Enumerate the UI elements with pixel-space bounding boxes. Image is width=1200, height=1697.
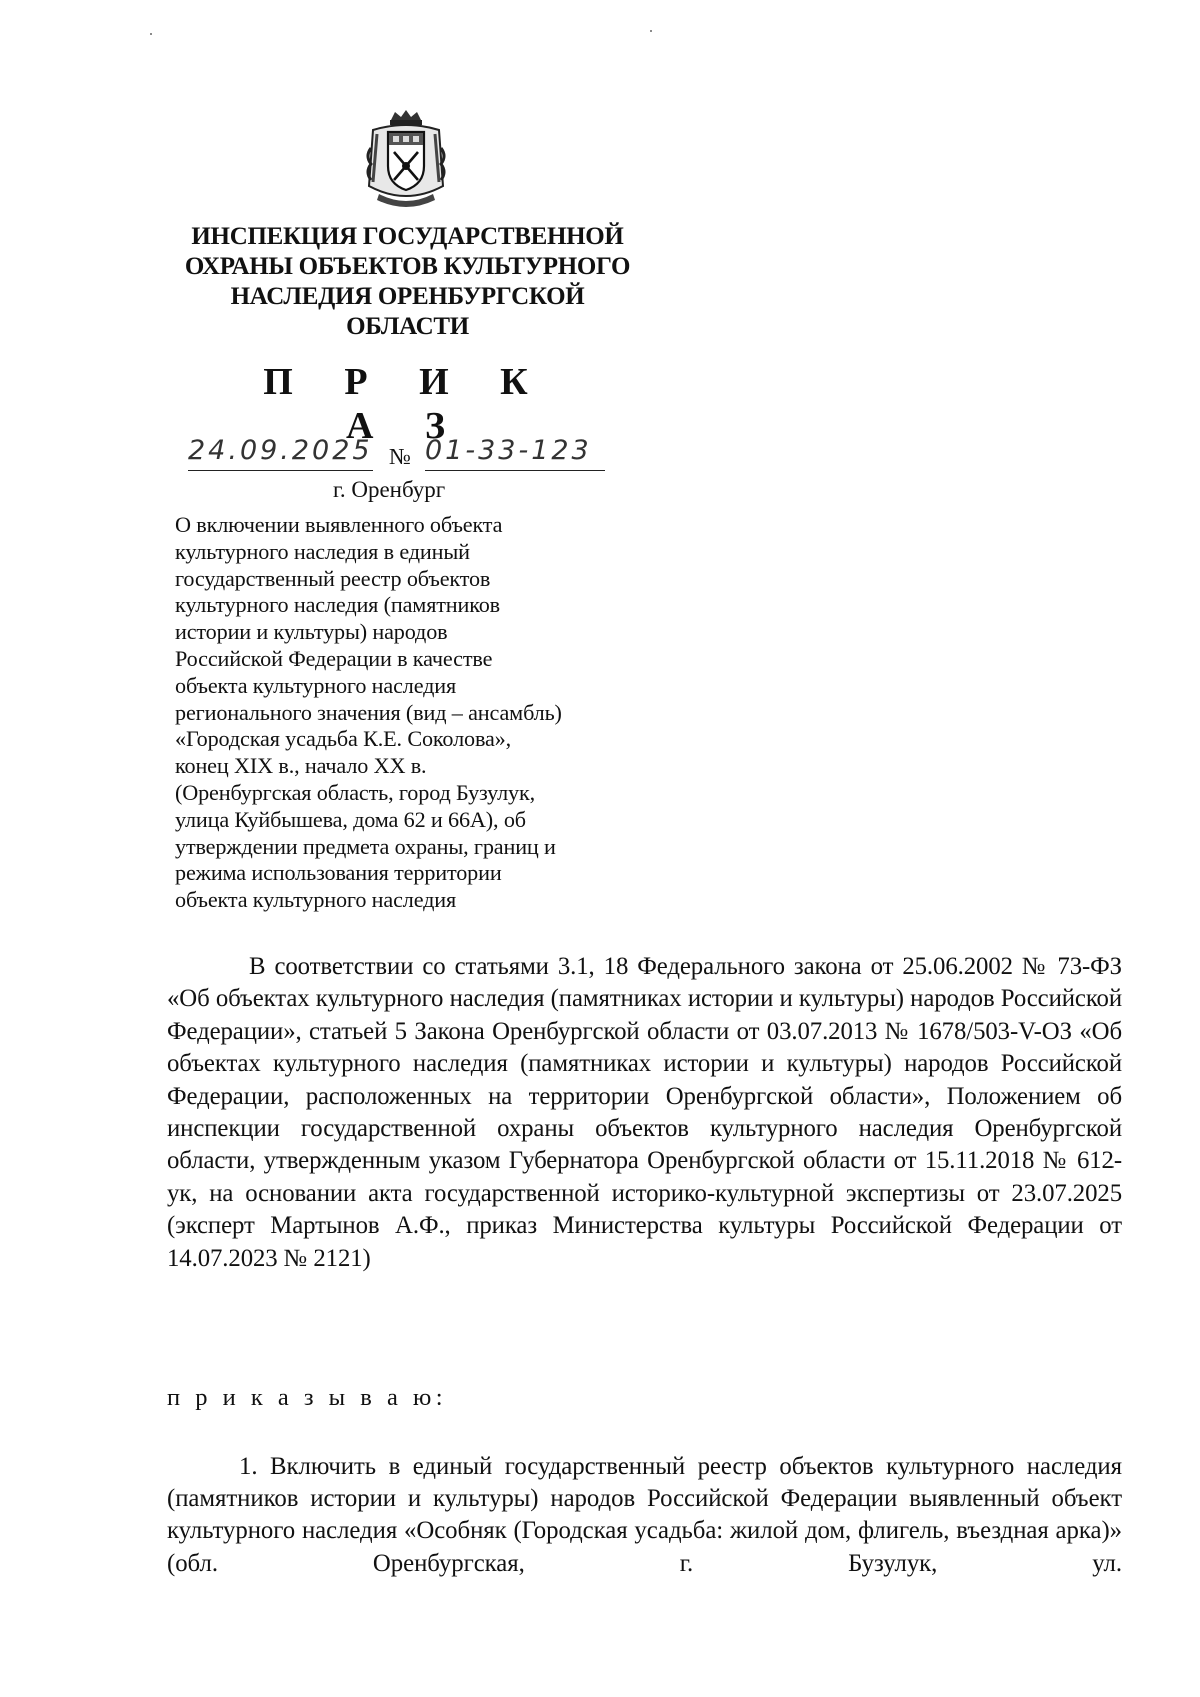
agency-name-line: НАСЛЕДИЯ ОРЕНБУРГСКОЙ xyxy=(230,283,585,310)
order-subject: О включении выявленного объекта культурного наследия в единый государственный реестр объектов культурного наследия (памятников истории и культуры) народов Российской Федерации в качестве объекта культурного наследия регионального значения (вид – ансамбль) «Городская усадьба К.Е. Соколова», конец XIX в., начало XX в. (Оренбургская область, город Бузулук, улица Куйбышева, дома 62 и 66А), об утверждении предмета охраны, границ и режима использования территории объекта культурного наследия xyxy=(175,512,562,913)
number-sign: № xyxy=(389,444,411,469)
agency-name-line: ИНСПЕКЦИЯ ГОСУДАРСТВЕННОЙ xyxy=(191,223,624,250)
decree-word: п р и к а з ы в а ю: xyxy=(167,1384,448,1411)
agency-name xyxy=(180,222,635,342)
document-type-title: П Р И К А З xyxy=(263,361,549,447)
scan-speck xyxy=(650,30,652,32)
agency-name-line: ОБЛАСТИ xyxy=(346,313,469,340)
preamble-paragraph: В соответствии со статьями 3.1, 18 Федерального закона от 25.06.2002 № 73-ФЗ «Об объектах культурного наследия (памятниках истории и культуры) народов Российской Федерации», статьей 5 Закона Оренбургской области от 03.07.2013 № 1678/503-V-ОЗ «Об объектах культурного наследия (памятниках истории и культуры) народов Российской Федерации, расположенных на территории Оренбургской области», Положением об инспекции государственной охраны объектов культурного наследия Оренбургской области, утвержденным указом Губернатора Оренбургской области от 15.11.2018 № 612-ук, на основании акта государственной историко-культурной экспертизы от 23.07.2025 (эксперт Мартынов А.Ф., приказ Министерства культуры Российской Федерации от 14.07.2023 № 2121) xyxy=(167,953,1122,1272)
order-number-handwritten: 01-33-123 xyxy=(425,432,605,471)
agency-name-line: ОХРАНЫ ОБЪЕКТОВ КУЛЬТУРНОГО xyxy=(184,253,631,280)
scan-speck xyxy=(150,33,152,35)
issue-city: г. Оренбург xyxy=(333,477,446,502)
order-date-handwritten: 24.09.2025 xyxy=(188,432,373,471)
order-item-1: 1. Включить в единый государственный реестр объектов культурного наследия (памятников истории и культуры) народов Российской Федерации выявленный объект культурного наследия «Особняк (Городская усадьба: жилой дом, флигель, въездная арка)» (обл. Оренбургская, г. Бузулук, ул. xyxy=(167,1453,1122,1577)
coat-of-arms-icon xyxy=(361,108,451,214)
